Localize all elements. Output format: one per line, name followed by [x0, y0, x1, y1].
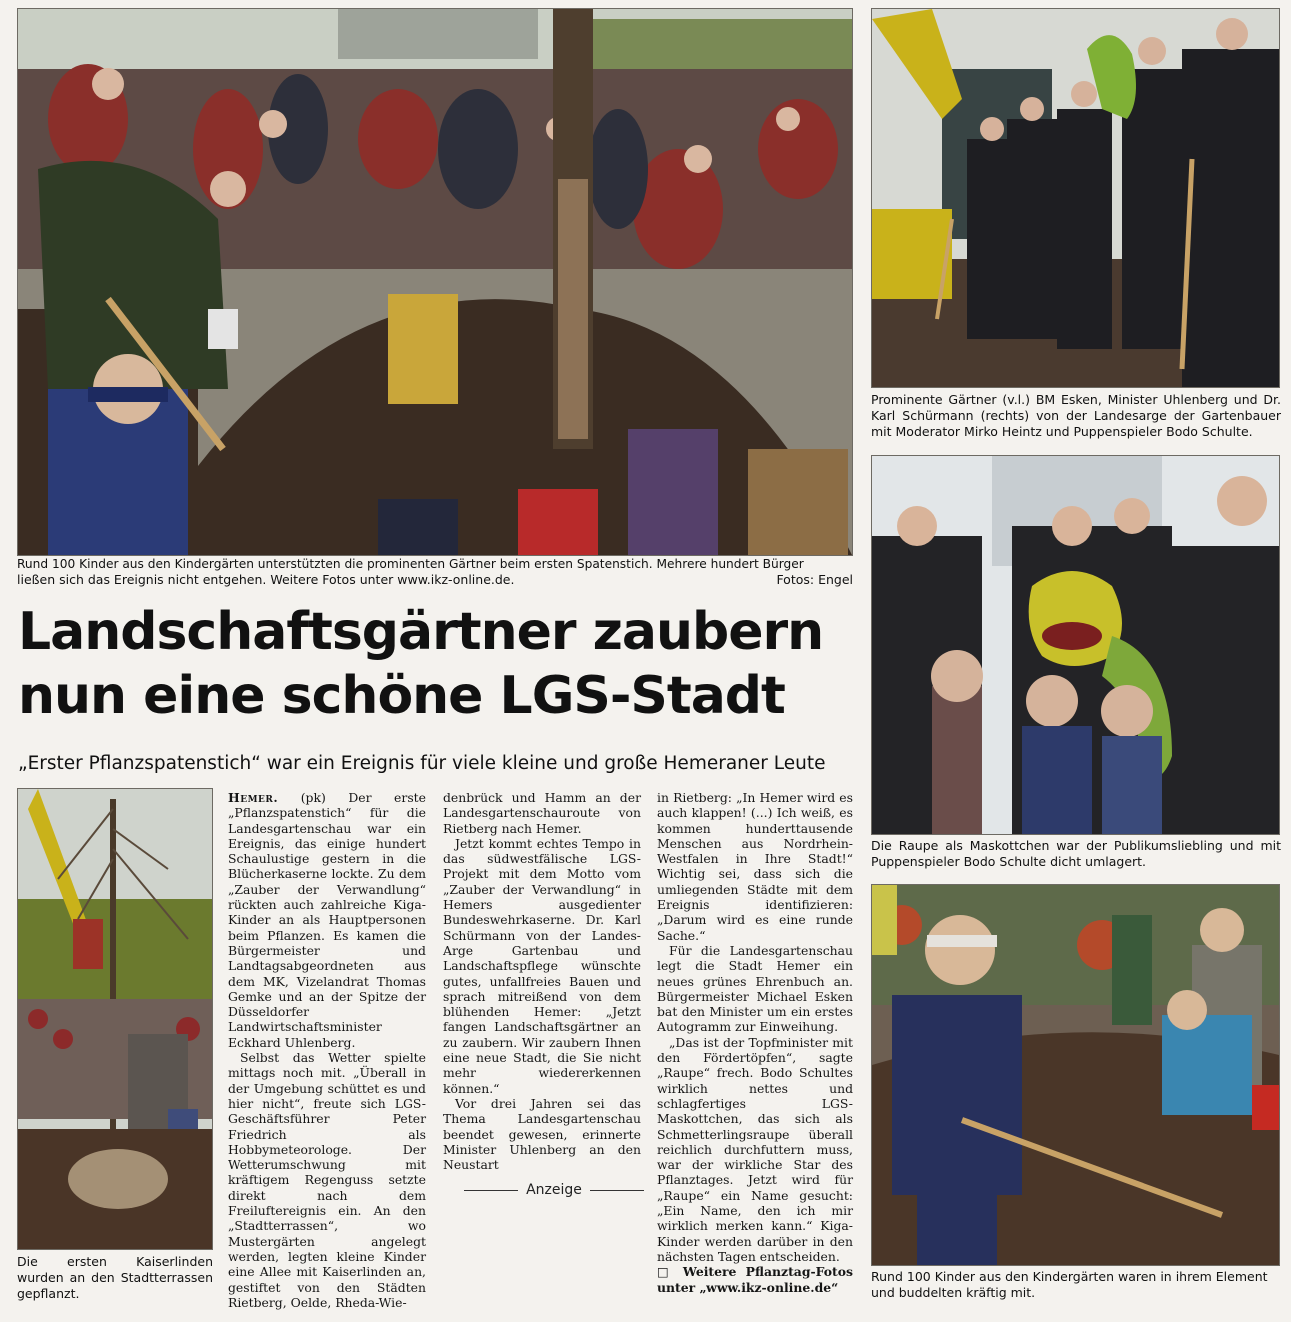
- headline-line1: Landschaftsgärtner zaubern: [18, 602, 824, 662]
- ad-rule-left: [464, 1190, 518, 1191]
- bottom-right-caption: Rund 100 Kinder aus den Kindergärten waren in ihrem Element und buddelten kräftig mit.: [871, 1269, 1268, 1300]
- dateline: Hemer.: [228, 790, 279, 805]
- headline: [18, 600, 848, 728]
- small-left-photo: [17, 788, 213, 1250]
- subheadline: „Erster Pflanzspatenstich“ war ein Ereignis für viele kleine und große Hemeraner Leute: [18, 753, 826, 774]
- col3-paragraph-1: in Rietberg: „In Hemer wird es auch klappen! (...) Ich weiß, es kommen hunderttausende Menschen aus Nordrhein-Westfalen in Ihre Stadt!“ Wichtig sei, dass sich die umliegenden Städte mit dem Ereignis identifizieren: „Darum wird es eine runde Sache.“: [657, 790, 853, 943]
- main-photo-image: [18, 9, 852, 555]
- top-right-photo-image: [872, 9, 1279, 387]
- top-right-photo: [871, 8, 1280, 388]
- article-lead-paragraph: [228, 790, 426, 1050]
- article-column-2: [443, 790, 641, 1172]
- article-column-3: [657, 790, 853, 1295]
- bottom-right-photo-image: [872, 885, 1279, 1265]
- mid-right-photo: [871, 455, 1280, 835]
- small-left-photo-image: [18, 789, 212, 1249]
- col1-paragraph-2: Selbst das Wetter spielte mittags noch mit. „Überall in der Umgebung schüttet es und hier nicht“, freute sich LGS-Geschäftsführer Peter Friedrich als Hobbymeteorologe. Der Wetterumschwung mit kräftigem Regenguss setzte direkt nach dem Freiluftereignis ein. An den „Stadtterrassen“, wo Mustergärten angelegt werden, legten kleine Kinder eine Allee mit Kaiserlinden an, gestiftet von den Städten Rietberg, Oelde, Rheda-Wie-: [228, 1050, 426, 1310]
- web-link-note[interactable]: [657, 1264, 853, 1295]
- main-photo: [17, 8, 853, 556]
- mid-right-caption: Die Raupe als Maskottchen war der Publikumsliebling und mit Puppenspieler Bodo Schulte dicht umlagert.: [871, 838, 1281, 869]
- checkbox-bullet-icon: □: [657, 1264, 674, 1280]
- headline-line2: nun eine schöne LGS-Stadt: [18, 666, 785, 726]
- col2-paragraph-1: denbrück und Hamm an der Landesgartenschauroute von Rietberg nach Hemer.: [443, 790, 641, 836]
- top-right-caption: Prominente Gärtner (v.l.) BM Esken, Minister Uhlenberg und Dr. Karl Schürmann (rechts) von der Landesarge der Gartenbauer mit Moderator Mirko Heintz und Puppenspieler Bodo Schulte.: [871, 392, 1281, 439]
- main-photo-caption: [17, 556, 853, 588]
- col2-paragraph-3: Vor drei Jahren sei das Thema Landesgartenschau beendet gewesen, erinnerte Minister Uhlenberg an den Neustart: [443, 1095, 641, 1173]
- mid-right-photo-image: [872, 456, 1279, 834]
- advertisement-label: [464, 1180, 644, 1200]
- col2-paragraph-2: Jetzt kommt echtes Tempo in das südwestfälische LGS-Projekt mit dem Motto vom „Zauber der Verwandlung“ in Hemers ausgedienter Bundeswehrkaserne. Dr. Karl Schürmann von der Landes-Arge Gartenbau und Landschaftspflege wünschte gutes, unfallfreies Bauen und sprach mitreißend von dem blühenden Hemer: „Jetzt fangen Landschaftsgärtner an zu zaubern. Wir zaubern Ihnen eine neue Stadt, die Sie nicht mehr wiedererkennen können.“: [443, 835, 641, 1096]
- web-link-text: Weitere Pflanztag-Fotos unter „www.ikz-online.de“: [657, 1264, 853, 1295]
- small-left-caption: Die ersten Kaiserlinden wurden an den Stadtterrassen gepflanzt.: [17, 1254, 213, 1301]
- article-column-1: [228, 790, 426, 1310]
- col1-p1-text: (pk) Der erste „Pflanzspatenstich“ für die Landesgartenschau war ein Ereignis, das einige hundert Schaulustige gestern in die Blücherkaserne lockte. Zu dem „Zauber der Verwandlung“ rückten auch zahlreiche Kiga-Kinder an als Hauptpersonen beim Pflanzen. Es kamen die Bürgermeister und Landtagsabgeordneten aus dem MK, Vizelandrat Thomas Gemke und an der Spitze der Düsseldorfer Landwirtschaftsminister Eckhard Uhlenberg.: [228, 790, 426, 1050]
- main-caption-line1: Rund 100 Kinder aus den Kindergärten unterstützten die prominenten Gärtner beim ersten Spatenstich. Mehrere hundert Bürger: [17, 557, 804, 571]
- col3-paragraph-2: Für die Landesgartenschau legt die Stadt Hemer ein neues grünes Ehrenbuch an. Bürgermeister Michael Esken bat den Minister um ein erstes Autogramm zur Einweihung.: [657, 942, 853, 1035]
- ad-rule-right: [590, 1190, 644, 1191]
- ad-label-text: Anzeige: [526, 1182, 582, 1198]
- bottom-right-photo: [871, 884, 1280, 1266]
- main-caption-line2: ließen sich das Ereignis nicht entgehen. Weitere Fotos unter www.ikz-online.de.: [17, 572, 515, 587]
- photo-credit: Fotos: Engel: [776, 572, 853, 587]
- col3-paragraph-3: „Das ist der Topfminister mit den Fördertöpfen“, sagte „Raupe“ frech. Bodo Schultes wirklich nettes und schlagfertiges LGS-Maskottchen, das sich als Schmetterlingsraupe überall reichlich durchfuttern muss, war der wirkliche Star des Pflanztages. Jetzt wird für „Raupe“ ein Name gesucht: „Ein Name, den ich mir wirklich merken kann.“ Kiga-Kinder werden darüber in den nächsten Tagen entscheiden.: [657, 1034, 853, 1264]
